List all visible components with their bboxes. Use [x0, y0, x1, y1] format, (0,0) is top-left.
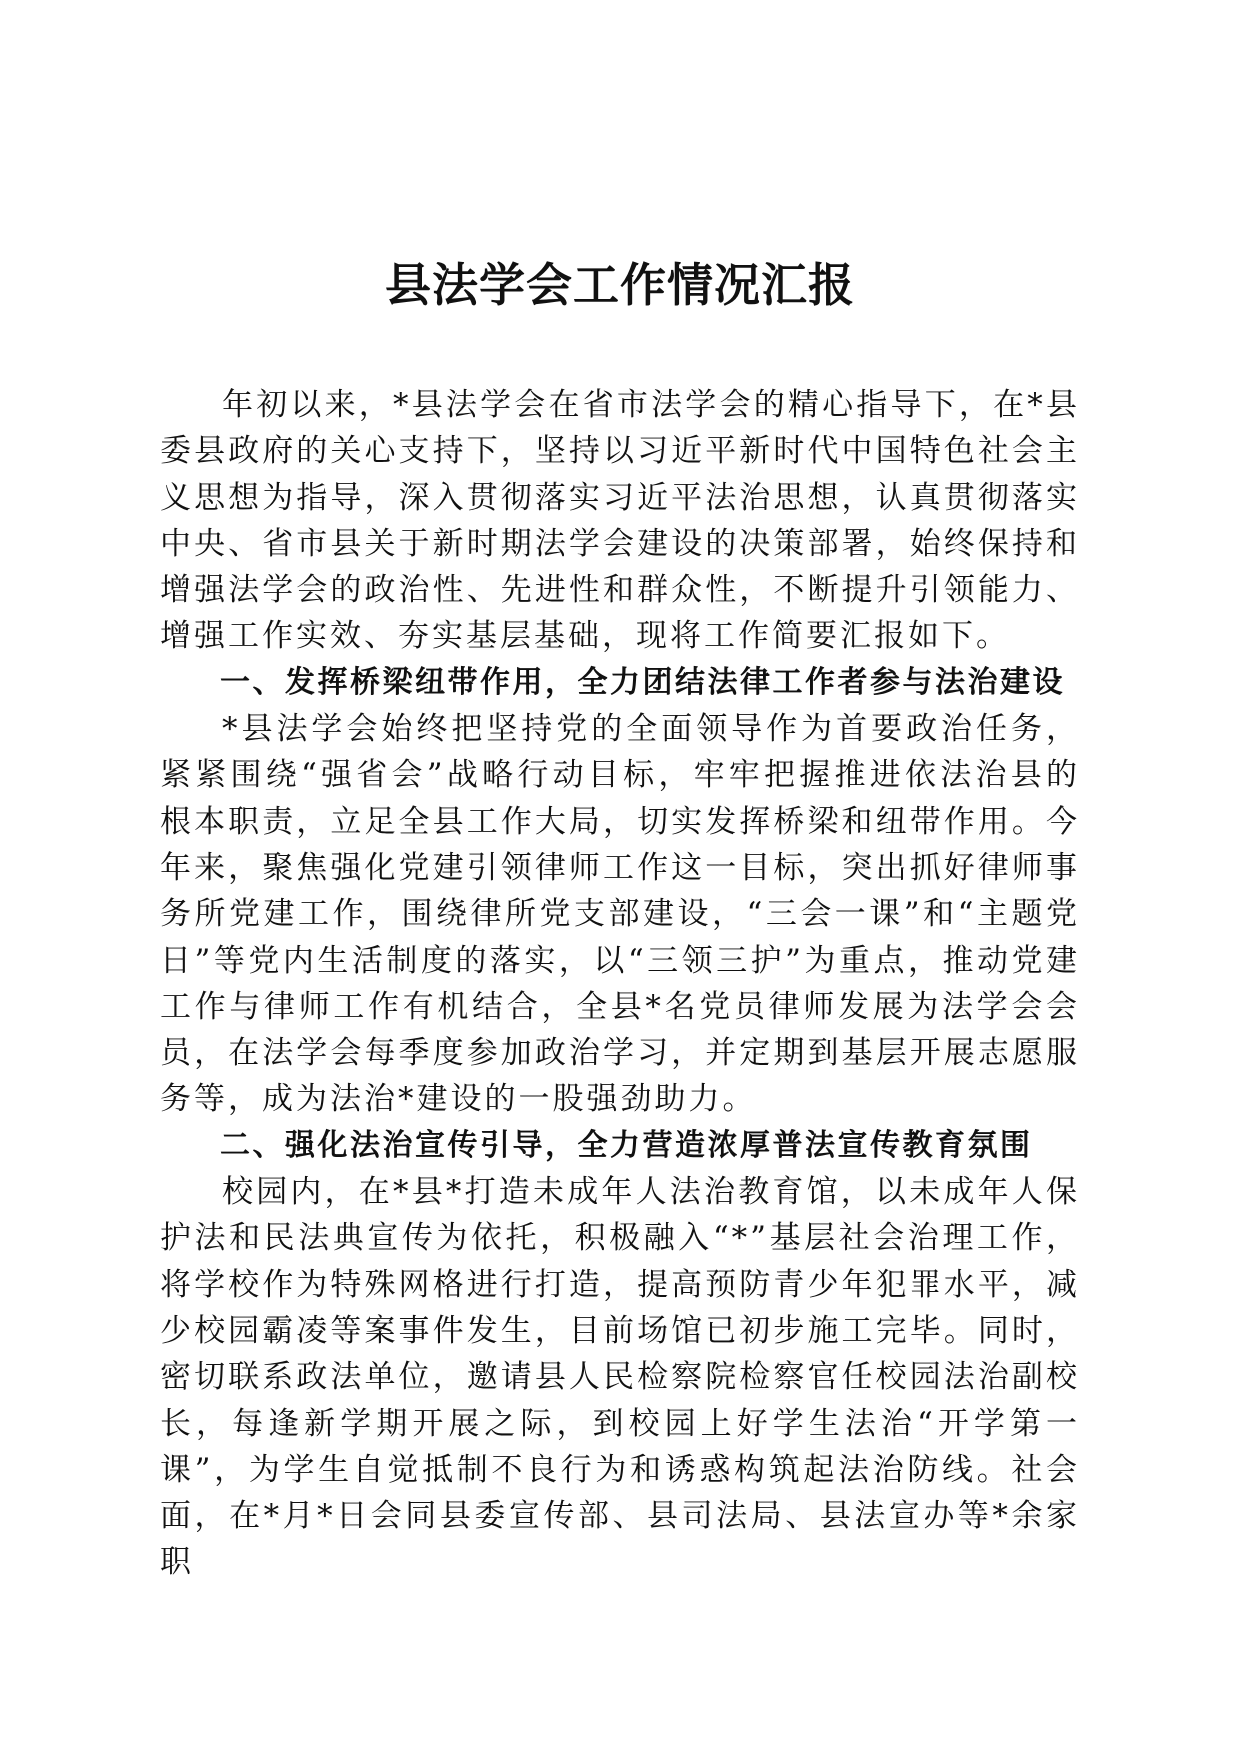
intro-paragraph: 年初以来，*县法学会在省市法学会的精心指导下，在*县委县政府的关心支持下，坚持以习近平新时代中国特色社会主义思想为指导，深入贯彻落实习近平法治思想，认真贯彻落实中央、省市县关于新时期法学会建设的决策部署，始终保持和增强法学会的政治性、先进性和群众性，不断提升引领能力、增强工作实效、夯实基层基础，现将工作简要汇报如下。	[160, 387, 1080, 655]
section-heading-2: 二、强化法治宣传引导，全力营造浓厚普法宣传教育氛围	[220, 1127, 1033, 1163]
section-2-paragraph: 校园内，在*县*打造未成年人法治教育馆，以未成年人保护法和民法典宣传为依托，积极融入“*”基层社会治理工作，将学校作为特殊网格进行打造，提高预防青少年犯罪水平，减少校园霸凌等案事件发生，目前场馆已初步施工完毕。同时，密切联系政法单位，邀请县人民检察院检察官任校园法治副校长，每逢新学期开展之际，到校园上好学生法治“开学第一课”，为学生自觉抵制不良行为和诱惑构筑起法治防线。社会面，在*月*日会同县委宣传部、县司法局、县法宣办等*余家职	[160, 1174, 1080, 1581]
section-heading-1: 一、发挥桥梁纽带作用，全力团结法律工作者参与法治建设	[220, 664, 1065, 700]
document-body	[160, 382, 1080, 1586]
section-1-paragraph: *县法学会始终把坚持党的全面领导作为首要政治任务，紧紧围绕“强省会”战略行动目标，牢牢把握推进依法治县的根本职责，立足全县工作大局，切实发挥桥梁和纽带作用。今年来，聚焦强化党建引领律师工作这一目标，突出抓好律师事务所党建工作，围绕律所党支部建设，“三会一课”和“主题党日”等党内生活制度的落实，以“三领三护”为重点，推动党建工作与律师工作有机结合，全县*名党员律师发展为法学会会员，在法学会每季度参加政治学习，并定期到基层开展志愿服务等，成为法治*建设的一股强劲助力。	[160, 711, 1080, 1118]
document-title: 县法学会工作情况汇报	[385, 258, 855, 312]
